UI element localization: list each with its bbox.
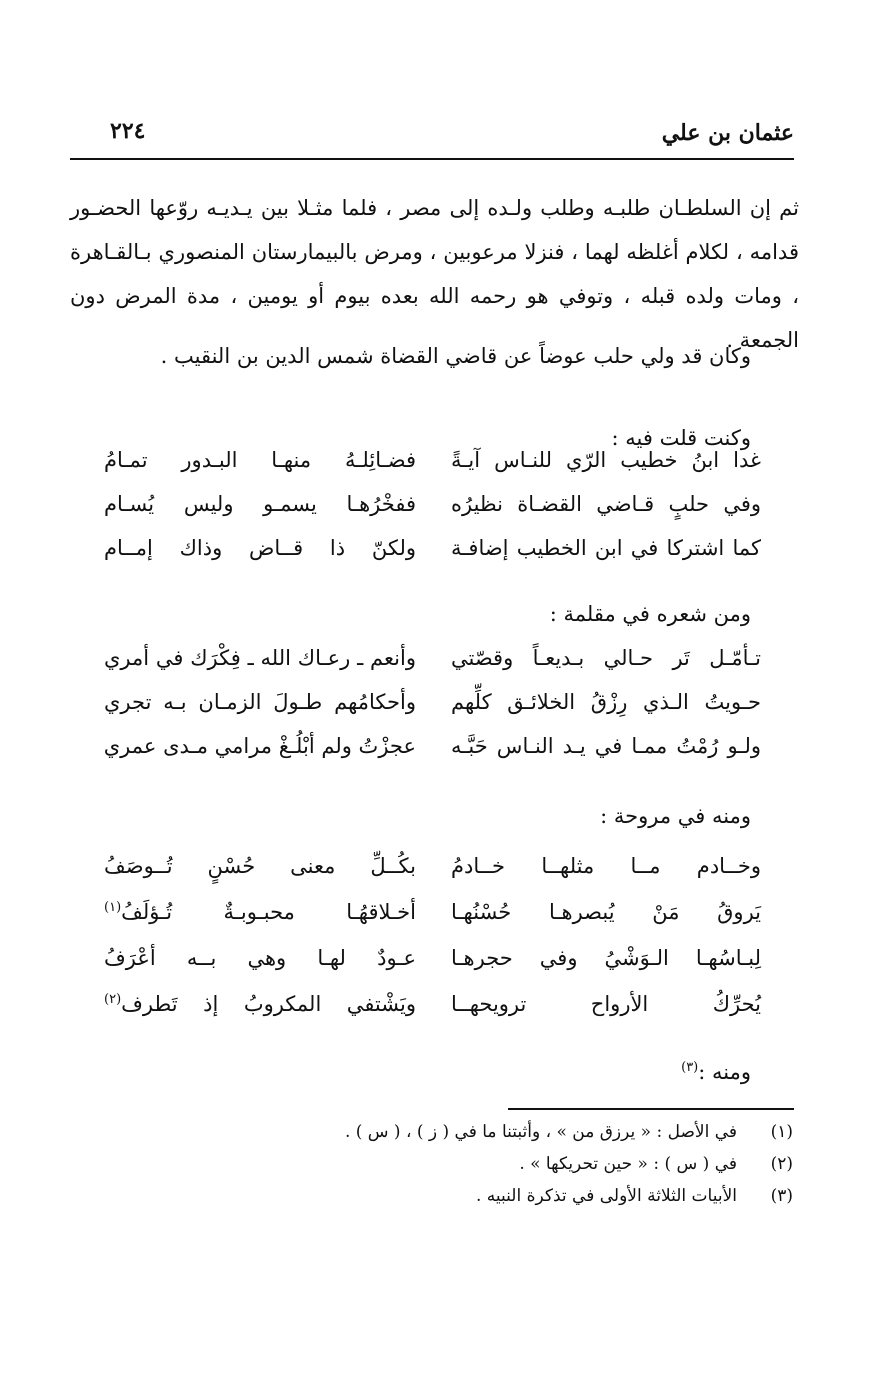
verse-line	[104, 946, 761, 992]
verse-line	[104, 734, 761, 778]
footnote-number: (١)	[770, 1122, 793, 1142]
footnote-number: (٢)	[770, 1154, 793, 1174]
second-hemistich: وأنعم ـ رعـاك الله ـ فِكْرَك في أمري	[104, 646, 416, 670]
verse-line	[104, 900, 761, 946]
first-hemistich: يُحرِّكُ الأرواح ترويحهــا	[451, 992, 761, 1016]
page-header	[70, 118, 794, 160]
running-title: عثمان بن علي	[661, 120, 794, 146]
footnote-marker-3: (٣)	[681, 1060, 699, 1075]
poem-intro-3: ومنه في مروحة :	[600, 804, 751, 828]
footnote-item	[250, 1154, 793, 1186]
verse-line	[104, 536, 761, 580]
hemistich-text: ويَشْتفي المكروبُ إذ تَطرف	[121, 992, 416, 1016]
poem-2	[104, 646, 761, 778]
first-hemistich: لِبـاسُهـا الـوَشْيُ وفي حجرهـا	[451, 946, 761, 970]
poem-intro-4	[681, 1052, 751, 1092]
footnote-marker-2: (٢)	[104, 992, 122, 1007]
second-hemistich: وأحكامُهم طـولَ الزمـان بـه تجري	[104, 690, 416, 714]
footnote-text: الأبيات الثلاثة الأولى في تذكرة النبيه .	[475, 1186, 737, 1206]
footnote-item	[250, 1186, 793, 1218]
verse-line	[104, 492, 761, 536]
first-hemistich: يَروقُ مَنْ يُبصرهـا حُسْنُهـا	[451, 900, 761, 924]
footnote-marker-1: (١)	[104, 900, 122, 915]
second-hemistich	[104, 992, 416, 1016]
hemistich-text: أخـلاقهُـا محبـوبـةٌ تُـؤلَفُ	[121, 900, 416, 924]
first-hemistich: وفي حلبٍ قـاضي القضـاة نظيرُه	[451, 492, 761, 516]
paragraph-succession: وكان قد ولي حلب عوضاً عن قاضي القضاة شمس الدين بن النقيب .	[160, 344, 751, 368]
poem-intro-1: وكنت قلت فيه :	[611, 426, 751, 450]
verse-line	[104, 448, 761, 492]
first-hemistich: غدا ابنُ خطيب الرّي للنـاس آيـةً	[451, 448, 761, 472]
poem-intro-2: ومن شعره في مقلمة :	[549, 602, 751, 626]
second-hemistich: ولكنّ ذا قــاض وذاك إمــام	[104, 536, 416, 560]
footnote-number: (٣)	[770, 1186, 793, 1206]
second-hemistich: عـودٌ لهـا وهي بــه أعْرَفُ	[104, 946, 416, 970]
verse-line	[104, 690, 761, 734]
second-hemistich	[104, 900, 416, 924]
footnote-item	[250, 1122, 793, 1154]
footnotes	[250, 1122, 793, 1218]
poem-1	[104, 448, 761, 580]
footnote-divider	[508, 1108, 794, 1110]
footnote-text: في الأصل : « يرزق من » ، وأثبتنا ما في ( ز ) ، ( س ) .	[344, 1122, 737, 1142]
second-hemistich: ففخْرُهـا يسمـو وليس يُسـام	[104, 492, 416, 516]
second-hemistich: عجزْتُ ولم أبْلُـغْ مرامي مـدى عمري	[103, 734, 416, 758]
intro-text: ومنه :	[698, 1060, 751, 1084]
first-hemistich: تـأمّـل تَر حـالي بـديعـاً وقصّتي	[451, 646, 761, 670]
first-hemistich: وخــادم مــا مثلهــا خــادمُ	[451, 854, 761, 878]
paragraph-text: ثم إن السلطـان طلبـه وطلب ولـده إلى مصر ، فلما مثـلا بين يـديـه روّعها الحضـور قدامه ، لكلام أغلظه لهما ، فنزلا مرعوبين ، ومرض بالبيمارستان المنصوري بـالقـاهرة ، ومات ولده قبله ، وتوفي هو رحمه الله بعده بيوم أو يومين ، مدة المرض دون الجمعة .	[70, 196, 799, 352]
first-hemistich: ولـو رُمْتُ ممـا في يـد النـاس حَبَّـه	[451, 734, 761, 758]
first-hemistich: كما اشتركا في ابن الخطيب إضافـة	[451, 536, 761, 560]
poem-3	[104, 854, 761, 1038]
verse-line	[104, 646, 761, 690]
verse-line	[104, 992, 761, 1038]
footnote-text: في ( س ) : « حين تحريكها » .	[519, 1154, 737, 1174]
second-hemistich: بكُــلِّ معنى حُسْنٍ تُــوصَفُ	[104, 854, 416, 878]
verse-line	[104, 854, 761, 900]
first-hemistich: حـويتُ الـذي رِزْقُ الخلائـق كلِّهم	[451, 690, 761, 714]
page-number: ٢٢٤	[110, 118, 146, 144]
second-hemistich: فضـائِلـهُ منهـا البـدور تمـامُ	[104, 448, 416, 472]
